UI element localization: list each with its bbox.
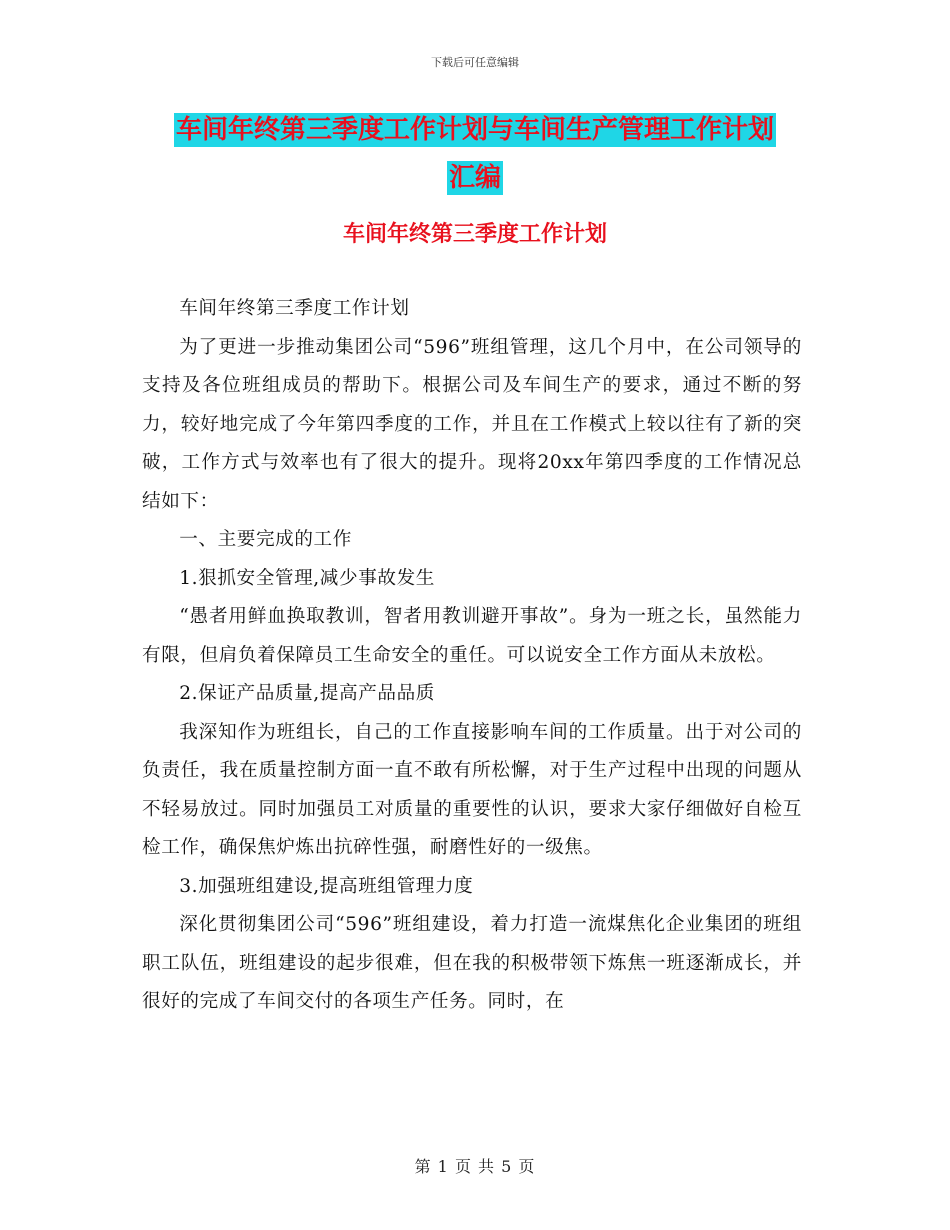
paragraph: “愚者用鲜血换取教训，智者用教训避开事故”。身为一班之长，虽然能力有限，但肩负着保障员工生命安全的重任。可以说安全工作方面从未放松。	[142, 606, 802, 666]
document-title-line-1: 车间年终第三季度工作计划与车间生产管理工作计划	[175, 115, 774, 145]
document-title	[0, 106, 950, 202]
document-body	[142, 290, 802, 1022]
paragraph: 深化贯彻集团公司“596”班组建设，着力打造一流煤焦化企业集团的班组职工队伍，班组建设的起步很难，但在我的积极带领下炼焦一班逐渐成长，并很好的完成了车间交付的各项生产任务。同时，在	[142, 914, 802, 1012]
heading-team-building: 3.加强班组建设,提高班组管理力度	[179, 875, 474, 897]
heading-main-work: 一、主要完成的工作	[179, 529, 352, 550]
paragraph: 车间年终第三季度工作计划	[179, 298, 410, 319]
paragraph: 为了更进一步推动集团公司“596”班组管理，这几个月中，在公司领导的支持及各位班组成员的帮助下。根据公司及车间生产的要求，通过不断的努力，较好地完成了今年第四季度的工作，并且在工作模式上较以往有了新的突破，工作方式与效率也有了很大的提升。现将20xx年第四季度的工作情况总结如下：	[142, 336, 802, 512]
document-title-line-2: 汇编	[448, 163, 501, 193]
header-note: 下载后可任意编辑	[431, 56, 519, 69]
heading-quality: 2.保证产品质量,提高产品品质	[179, 683, 435, 704]
paragraph: 我深知作为班组长，自己的工作直接影响车间的工作质量。出于对公司的负责任，我在质量控制方面一直不敢有所松懈，对于生产过程中出现的问题从不轻易放过。同时加强员工对质量的重要性的认识，要求大家仔细做好自检互检工作，确保焦炉炼出抗碎性强，耐磨性好的一级焦。	[142, 721, 802, 858]
heading-safety: 1.狠抓安全管理,减少事故发生	[179, 567, 435, 589]
page-number-footer: 第 1 页 共 5 页	[414, 1157, 536, 1176]
section-title: 车间年终第三季度工作计划	[342, 222, 607, 247]
